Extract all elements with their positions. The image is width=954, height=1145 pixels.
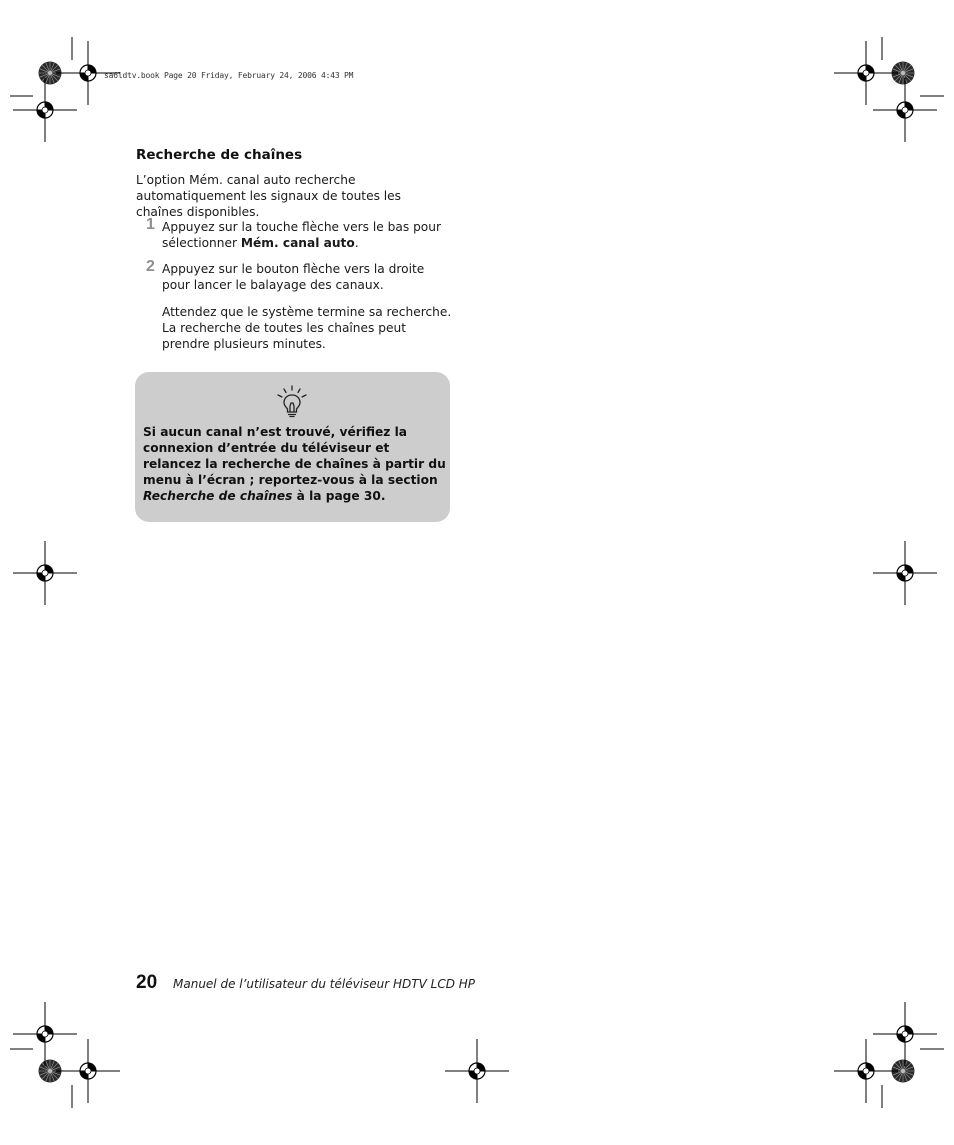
step-number: 1 (146, 216, 155, 233)
step-text: Appuyez sur la touche flèche vers le bas pour sélectionner Mém. canal auto. (162, 220, 441, 250)
tip-box (135, 372, 450, 522)
wait-note: Attendez que le système termine sa recherche. La recherche de toutes les chaînes peut prendre plusieurs minutes. (162, 305, 452, 351)
menu-option-name: Mém. canal auto (240, 236, 355, 250)
step-text: Appuyez sur le bouton flèche vers la droite pour lancer le balayage des canaux. (162, 262, 425, 292)
page-number: 20 (136, 972, 158, 993)
print-slug: sa6ldtv.book Page 20 Friday, February 24, 2006 4:43 PM (104, 71, 354, 80)
lightbulb-icon (274, 384, 310, 418)
section-intro: L’option Mém. canal auto recherche automatiquement les signaux de toutes les chaînes disponibles. (136, 173, 402, 219)
tip-text: Si aucun canal n’est trouvé, vérifiez la connexion d’entrée du téléviseur et relancez la recherche de chaînes à partir du menu à l’écran ; reportez-vous à la section Recherche de chaînes à la page 30. (143, 425, 446, 503)
step-number: 2 (146, 258, 155, 275)
section-heading: Recherche de chaînes (136, 147, 303, 163)
manual-title: Manuel de l’utilisateur du téléviseur HDTV LCD HP (173, 977, 476, 991)
cross-reference: Recherche de chaînes (143, 489, 293, 503)
